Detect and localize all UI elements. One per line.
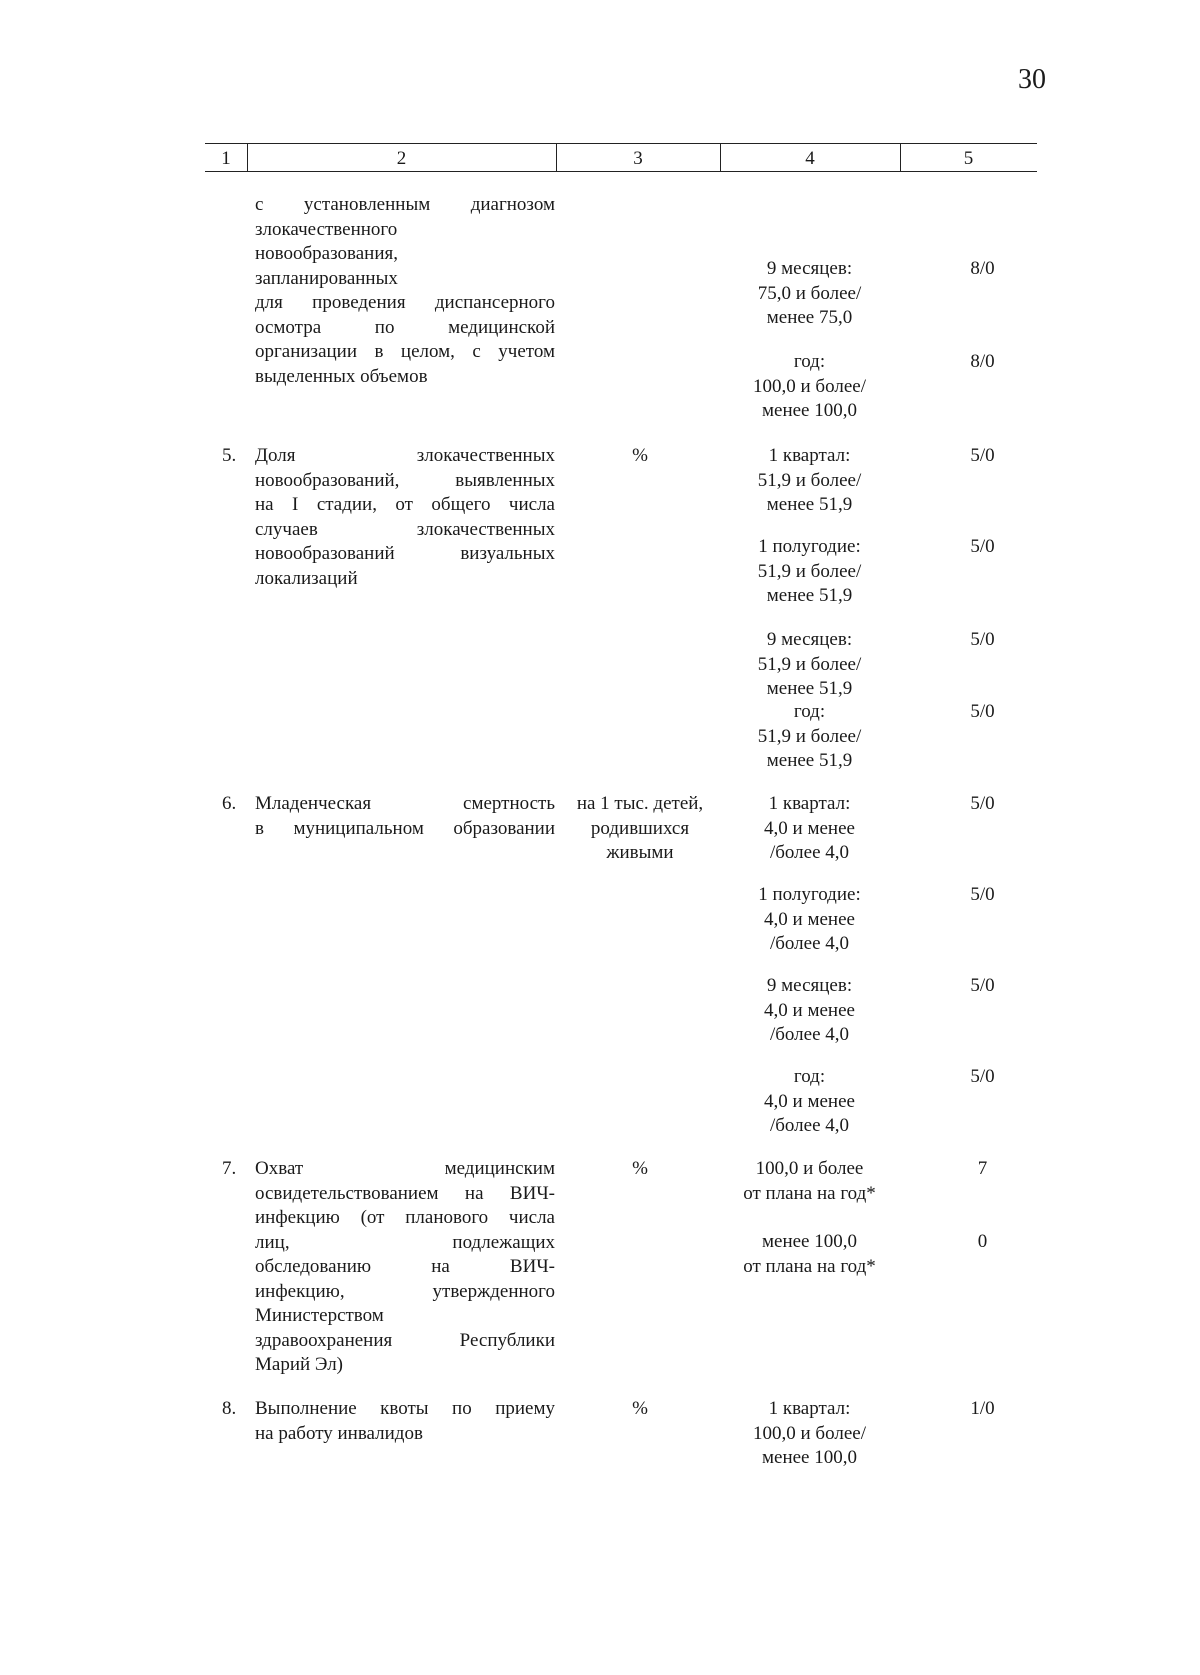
points-cell: 5/0 (970, 884, 995, 905)
indicator-description: Охват медицинским освидетельствованием на ВИЧ- инфекцию (от планового числа лиц, подлежащих обследованию на ВИЧ- инфекцию, утвержденного Министерством здравоохранения Республики Марий Эл) (255, 1158, 555, 1375)
period-cell: 9 месяцев: 4,0 и менее /более 4,0 (764, 975, 855, 1045)
period-cell: 9 месяцев: 51,9 и более/ менее 51,9 (757, 629, 862, 699)
row-number: 7. (222, 1158, 237, 1179)
indicator-description: Доля злокачественных новообразований, выявленных на I стадии, от общего числа случаев злокачественных новообразований визуальных локализаций (255, 445, 555, 589)
header-col-1: 1 (221, 148, 231, 169)
header-col-4: 4 (805, 148, 815, 169)
period-cell: 1 полугодие: 4,0 и менее /более 4,0 (758, 884, 861, 954)
period-cell: 100,0 и более от плана на год* (743, 1158, 876, 1204)
row-number: 5. (222, 445, 237, 466)
period-cell: 1 полугодие: 51,9 и более/ менее 51,9 (757, 536, 862, 606)
points-cell: 5/0 (970, 445, 995, 466)
points-cell: 5/0 (970, 536, 995, 557)
points-cell: 0 (977, 1231, 988, 1252)
points-cell: 5/0 (970, 701, 995, 722)
page-number: 30 (1018, 64, 1046, 95)
period-cell: менее 100,0 от плана на год* (743, 1231, 876, 1277)
points-cell: 1/0 (970, 1398, 995, 1419)
period-cell: год: 4,0 и менее /более 4,0 (764, 1066, 855, 1136)
period-cell: 9 месяцев: 75,0 и более/ менее 75,0 (757, 258, 862, 328)
period-cell: 1 квартал: 4,0 и менее /более 4,0 (764, 793, 855, 863)
header-col-2: 2 (396, 148, 407, 169)
points-cell: 5/0 (970, 975, 995, 996)
points-cell: 5/0 (970, 1066, 995, 1087)
continuation-description: с установленным диагнозом злокачественного новообразования, запланированных для проведения диспансерного осмотра по медицинской организации в целом, с учетом выделенных объемов (255, 194, 555, 387)
period-cell: 1 квартал: 100,0 и более/ менее 100,0 (753, 1398, 866, 1468)
row-number: 6. (222, 793, 237, 814)
unit-cell: % (632, 1398, 648, 1419)
period-cell: год: 51,9 и более/ менее 51,9 (757, 701, 862, 771)
indicator-description: Младенческая смертность в муниципальном образовании (255, 793, 555, 839)
points-cell: 5/0 (970, 793, 995, 814)
points-cell: 5/0 (970, 629, 995, 650)
period-cell: 1 квартал: 51,9 и более/ менее 51,9 (757, 445, 862, 515)
indicator-description: Выполнение квоты по приему на работу инвалидов (255, 1398, 555, 1444)
unit-cell: на 1 тыс. детей, родившихся живыми (576, 793, 704, 863)
period-cell: год: 100,0 и более/ менее 100,0 (753, 351, 866, 421)
unit-cell: % (632, 1158, 648, 1179)
header-col-3: 3 (633, 148, 643, 169)
points-cell: 8/0 (970, 258, 995, 279)
points-cell: 7 (977, 1158, 988, 1179)
header-col-5: 5 (963, 148, 974, 169)
unit-cell: % (632, 445, 648, 466)
points-cell: 8/0 (970, 351, 995, 372)
row-number: 8. (222, 1398, 237, 1419)
